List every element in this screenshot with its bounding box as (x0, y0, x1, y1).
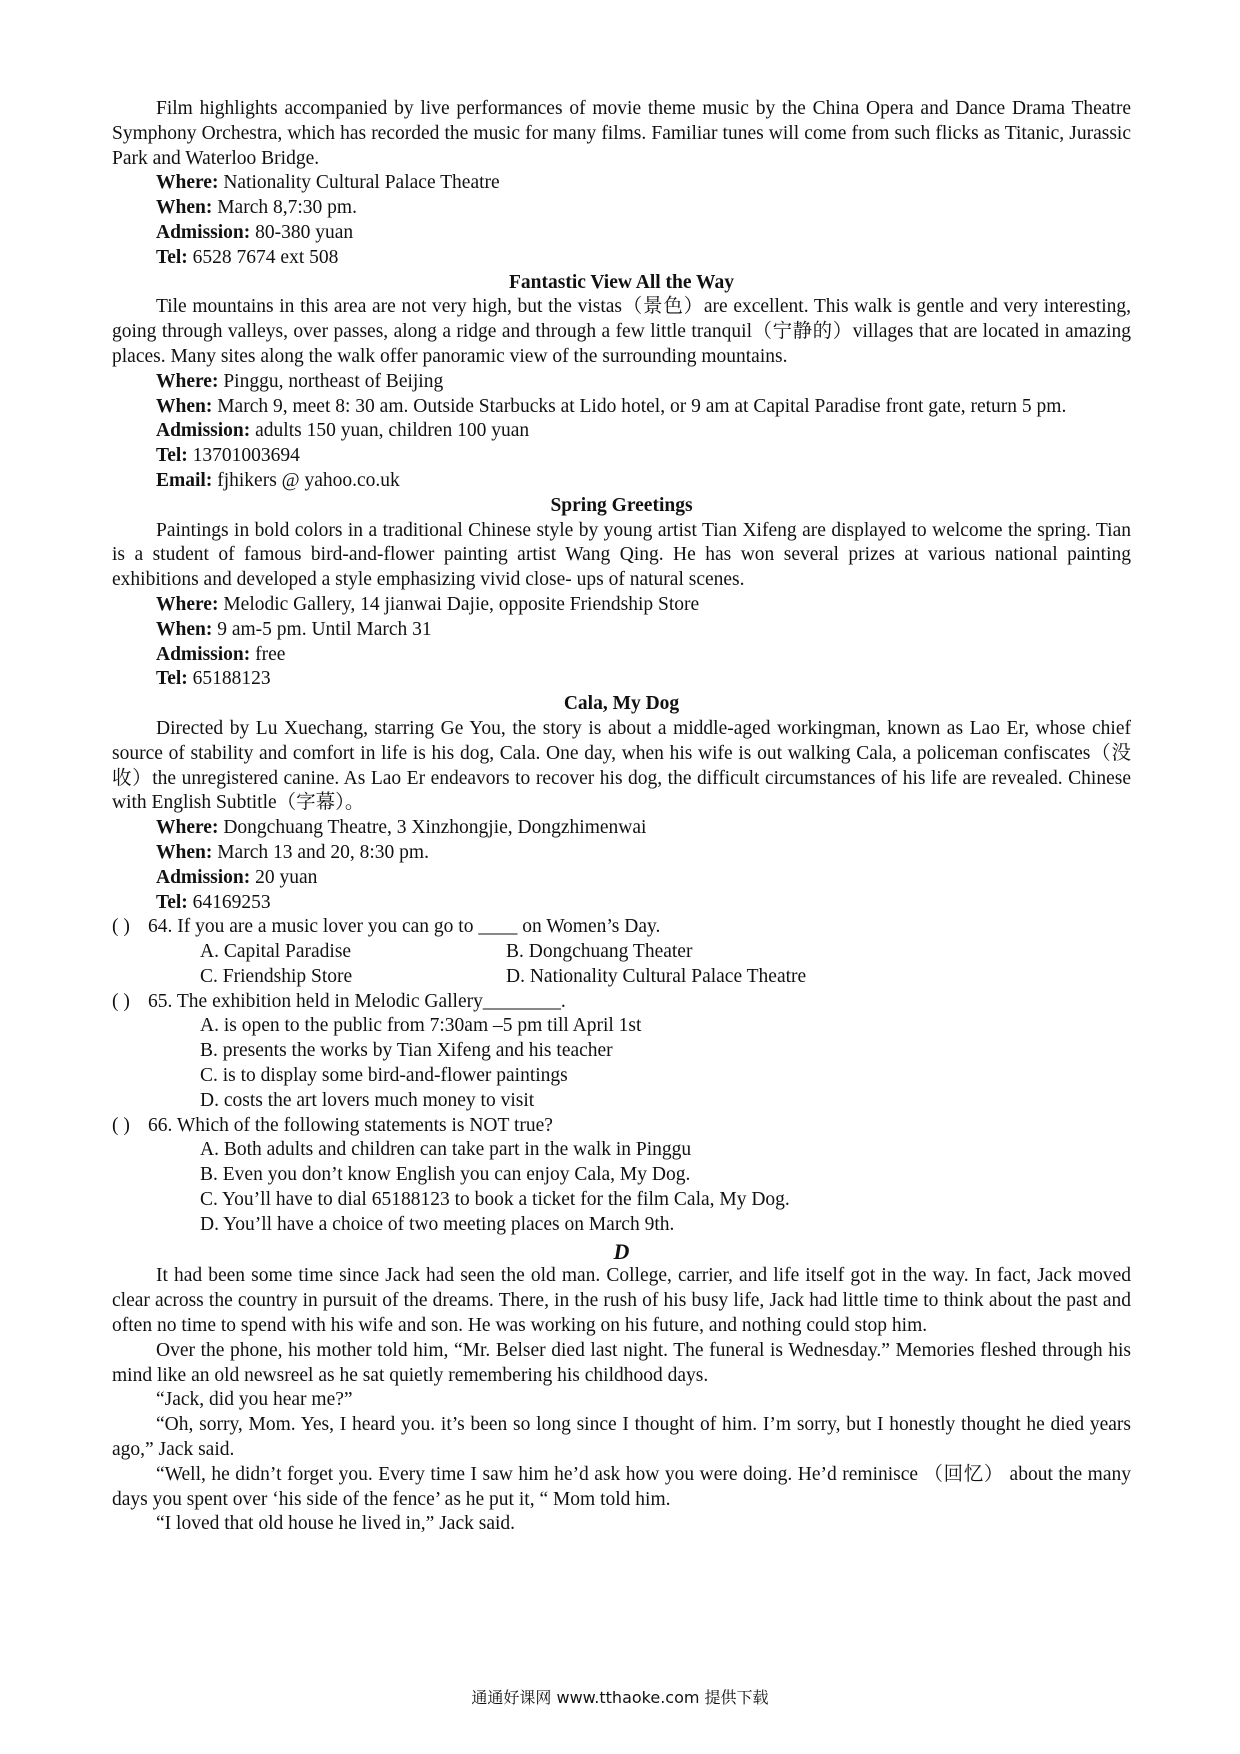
option-c: C. is to display some bird-and-flower paintings (200, 1065, 568, 1087)
event-admission: Admission: adults 150 yuan, children 100 yuan (156, 420, 530, 442)
option-b: B. Dongchuang Theater (506, 941, 693, 963)
event-tel: Tel: 65188123 (156, 668, 271, 690)
event-description: Paintings in bold colors in a traditional Chinese style by young artist Tian Xifeng are displayed to welcome the spring. Tian is a student of famous bird-and-flower painting artist Wang Qing. He has won several prizes at various national painting exhibitions and developed a style emphasizing vivid close- ups of natural scenes. (112, 519, 1131, 591)
event-email: Email: fjhikers @ yahoo.co.uk (156, 469, 400, 491)
event-title: Spring Greetings (550, 494, 693, 516)
intro-where: Where: Nationality Cultural Palace Theatre (156, 172, 500, 194)
story-paragraph: “I loved that old house he lived in,” Jack said. (156, 1513, 516, 1535)
question-66 (112, 1114, 1131, 1139)
intro-when: When: March 8,7:30 pm. (156, 197, 357, 219)
option-a: A. Both adults and children can take part in the walk in Pinggu (200, 1139, 692, 1161)
option-c: C. Friendship Store (200, 965, 353, 987)
story-paragraph: “Oh, sorry, Mom. Yes, I heard you. it’s been so long since I thought of him. I’m sorry, but I honestly thought he died years ago,” Jack said. (112, 1414, 1131, 1461)
answer-blank[interactable]: ( ) (112, 916, 130, 938)
option-c: C. You’ll have to dial 65188123 to book a ticket for the film Cala, My Dog. (200, 1189, 790, 1211)
event-title: Fantastic View All the Way (509, 271, 734, 293)
event-tel: Tel: 13701003694 (156, 445, 300, 467)
question-options (200, 1138, 1131, 1237)
option-a: A. is open to the public from 7:30am –5 pm till April 1st (200, 1015, 642, 1037)
question-text: 64. If you are a music lover you can go to ____ on Women’s Day. (148, 916, 661, 938)
event-admission: Admission: free (156, 643, 286, 665)
event-when: When: 9 am-5 pm. Until March 31 (156, 618, 432, 640)
answer-blank[interactable]: ( ) (112, 990, 130, 1012)
event-description: Directed by Lu Xuechang, starring Ge You, the story is about a middle-aged workingman, known as Lao Er, whose chief source of stability and comfort in life is his dog, Cala. One day, when his wife is out walking Cala, a policeman confiscates（没收）the unregistered canine. As Lao Er endeavors to recover his dog, the difficult circumstances of his life are revealed. Chinese with English Subtitle（字幕）。 (112, 717, 1131, 814)
story-paragraph: Over the phone, his mother told him, “Mr. Belser died last night. The funeral is Wednesday.” Memories fleshed through his mind like an old newsreel as he sat quietly remembering his childhood days. (112, 1339, 1131, 1386)
option-d: D. Nationality Cultural Palace Theatre (506, 965, 807, 987)
answer-blank[interactable]: ( ) (112, 1114, 130, 1136)
story-paragraph: It had been some time since Jack had seen the old man. College, carrier, and life itself got in the way. In fact, Jack moved clear across the country in pursuit of the dreams. There, in the rush of his busy life, Jack had little time to think about the past and often no time to spend with his wife and son. He was working on his future, and nothing could stop him. (112, 1265, 1131, 1337)
option-b: B. Even you don’t know English you can enjoy Cala, My Dog. (200, 1164, 691, 1186)
event-title: Cala, My Dog (563, 693, 680, 715)
question-65 (112, 990, 1131, 1015)
event-tel: Tel: 64169253 (156, 891, 271, 913)
event-admission: Admission: 20 yuan (156, 866, 318, 888)
event-description: Tile mountains in this area are not very high, but the vistas（景色）are excellent. This walk is gentle and very interesting, going through valleys, over passes, along a ridge and through a few little tranquil（宁静的）villages that are located in amazing places. Many sites along the walk offer panoramic view of the surrounding mountains. (112, 296, 1131, 367)
event-where: Where: Pinggu, northeast of Beijing (156, 370, 444, 392)
question-options (200, 940, 1131, 990)
intro-paragraph: Film highlights accompanied by live performances of movie theme music by the China Opera and Dance Drama Theatre Symphony Orchestra, which has recorded the music for many films. Familiar tunes will come from such flicks as Titanic, Jurassic Park and Waterloo Bridge. (112, 98, 1131, 169)
question-options (200, 1014, 1131, 1113)
question-text: 65. The exhibition held in Melodic Gallery________. (148, 990, 566, 1012)
page-footer: 通通好课网 www.tthaoke.com 提供下载 (471, 1688, 769, 1707)
option-d: D. costs the art lovers much money to visit (200, 1089, 535, 1111)
story-paragraph: “Well, he didn’t forget you. Every time I saw him he’d ask how you were doing. He’d reminisce （回忆） about the many days you spent over ‘his side of the fence’ as he put it, “ Mom told him. (112, 1463, 1131, 1510)
story-paragraph: “Jack, did you hear me?” (156, 1389, 353, 1411)
event-where: Where: Melodic Gallery, 14 jianwai Dajie, opposite Friendship Store (156, 593, 700, 615)
event-when: When: March 13 and 20, 8:30 pm. (156, 841, 429, 863)
intro-admission: Admission: 80-380 yuan (156, 221, 354, 243)
option-d: D. You’ll have a choice of two meeting places on March 9th. (200, 1213, 675, 1235)
option-a: A. Capital Paradise (200, 941, 352, 963)
event-when: When: March 9, meet 8: 30 am. Outside Starbucks at Lido hotel, or 9 am at Capital Paradise front gate, return 5 pm. (156, 395, 1067, 417)
question-64 (112, 915, 1131, 940)
option-b: B. presents the works by Tian Xifeng and his teacher (200, 1040, 613, 1062)
intro-tel: Tel: 6528 7674 ext 508 (156, 246, 339, 268)
question-text: 66. Which of the following statements is NOT true? (148, 1114, 553, 1136)
document-page (112, 97, 1131, 1537)
section-heading: D (613, 1238, 630, 1264)
event-where: Where: Dongchuang Theatre, 3 Xinzhongjie, Dongzhimenwai (156, 817, 647, 839)
